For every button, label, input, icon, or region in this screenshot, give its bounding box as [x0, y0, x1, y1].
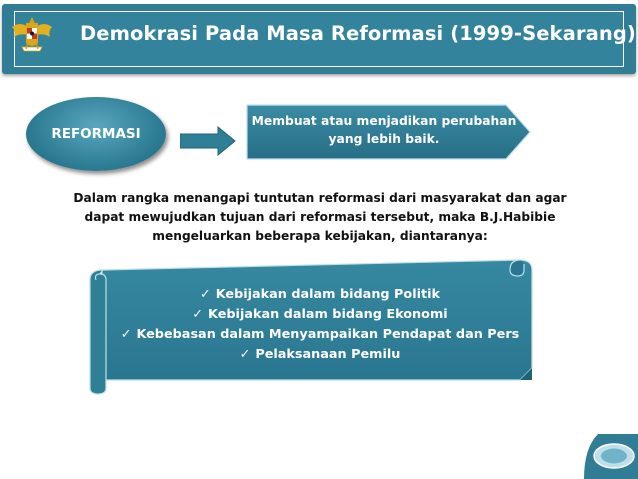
policy-text: Pelaksanaan Pemilu	[255, 347, 401, 362]
callout-text	[250, 112, 518, 148]
intro-line-1: Dalam rangka menangapi tuntutan reformasi dari masyarakat dan agar	[73, 191, 567, 205]
policy-text: Kebijakan dalam bidang Ekonomi	[208, 307, 448, 322]
policy-text: Kebebasan dalam Menyampaikan Pendapat dan Pers	[136, 327, 520, 342]
policy-text: Kebijakan dalam bidang Politik	[215, 287, 441, 302]
intro-line-2: dapat mewujudkan tujuan dari reformasi tersebut, maka B.J.Habibie	[84, 210, 556, 224]
corner-decoration	[584, 434, 638, 479]
garuda-pancasila-icon	[10, 13, 54, 57]
callout-line-1: Membuat atau menjadikan perubahan	[251, 114, 517, 128]
checkmark-icon: ✓	[239, 347, 251, 362]
title-bar	[2, 4, 636, 74]
checkmark-icon: ✓	[192, 307, 204, 322]
callout-line-2: yang lebih baik.	[328, 132, 440, 146]
list-item	[110, 345, 530, 365]
list-item	[110, 285, 530, 305]
checkmark-icon: ✓	[199, 287, 211, 302]
right-arrow-icon	[180, 126, 236, 156]
list-item	[110, 325, 530, 345]
intro-line-3: mengeluarkan beberapa kebijakan, diantaranya:	[152, 229, 488, 243]
reformasi-label: REFORMASI	[51, 126, 141, 142]
intro-paragraph	[60, 189, 580, 246]
policy-list	[110, 285, 530, 365]
page-title: Demokrasi Pada Masa Reformasi (1999-Sekarang)	[80, 22, 636, 45]
list-item	[110, 305, 530, 325]
reformasi-oval	[26, 97, 166, 171]
checkmark-icon: ✓	[120, 327, 132, 342]
